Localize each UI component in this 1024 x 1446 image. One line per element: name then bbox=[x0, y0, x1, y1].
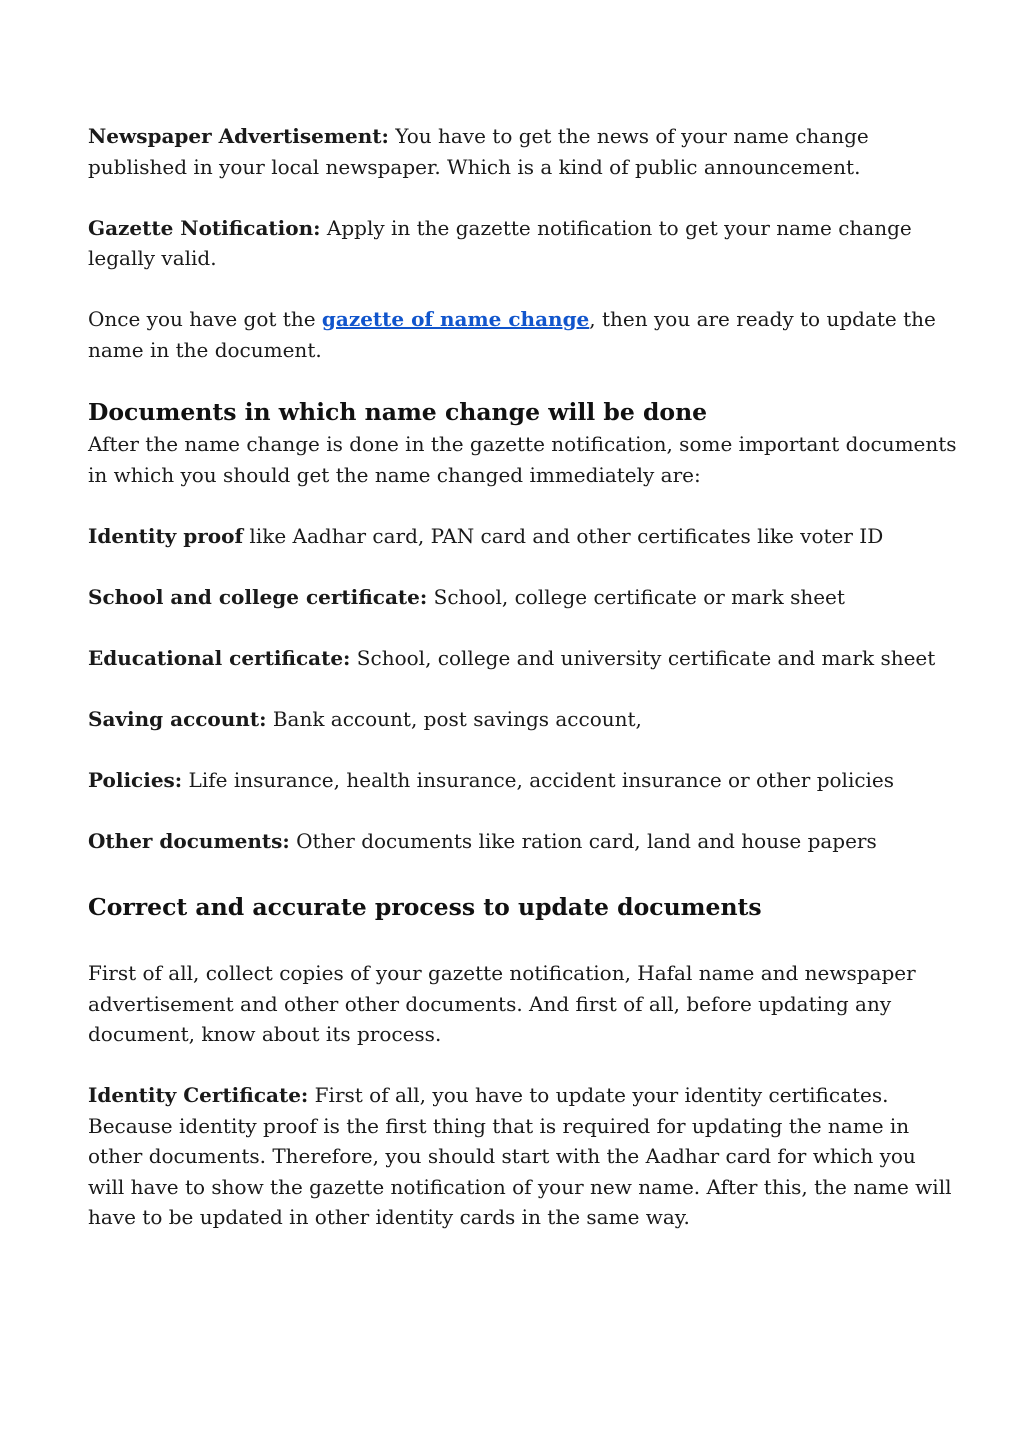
document-item-identity-proof bbox=[88, 521, 958, 552]
gazette-link-after: , then you are ready to update the name in the document. bbox=[88, 307, 936, 362]
document-item-saving-account bbox=[88, 704, 958, 735]
gazette-notification-text: Apply in the gazette notification to get your name change legally valid. bbox=[88, 215, 912, 270]
section-documents-intro: After the name change is done in the gazette notification, some important documents in which you should get the name changed immediately are: bbox=[88, 432, 957, 487]
newspaper-advertisement-text: You have to get the news of your name change published in your local newspaper. Which is a kind of public announcement. bbox=[88, 124, 869, 179]
document-item-educational bbox=[88, 643, 958, 674]
document-item-text: like Aadhar card, PAN card and other certificates like voter ID bbox=[243, 523, 884, 548]
gazette-notification-paragraph bbox=[88, 213, 958, 274]
newspaper-advertisement-paragraph bbox=[88, 121, 958, 182]
document-item-label: Policies: bbox=[88, 767, 183, 792]
document-item-policies bbox=[88, 765, 958, 796]
section-process-intro: First of all, collect copies of your gazette notification, Hafal name and newspaper advertisement and other other documents. And first of all, before updating any document, know about its process. bbox=[88, 961, 916, 1046]
document-item-text: Bank account, post savings account, bbox=[266, 706, 642, 731]
document-item-text: School, college and university certificate and mark sheet bbox=[350, 645, 936, 670]
identity-certificate-paragraph bbox=[88, 1080, 958, 1233]
identity-certificate-label: Identity Certificate: bbox=[88, 1083, 309, 1107]
gazette-notification-label: Gazette Notification: bbox=[88, 215, 321, 240]
newspaper-advertisement-label: Newspaper Advertisement: bbox=[88, 124, 389, 148]
document-item-text: School, college certificate or mark sheet bbox=[427, 584, 845, 609]
gazette-of-name-change-link[interactable]: gazette of name change bbox=[321, 307, 590, 331]
document-item-text: Other documents like ration card, land and house papers bbox=[289, 828, 877, 853]
document-page bbox=[88, 121, 958, 1233]
document-item-school-college bbox=[88, 582, 958, 613]
document-item-label: Educational certificate: bbox=[88, 645, 351, 670]
document-item-label: Other documents: bbox=[88, 828, 290, 853]
document-item-label: School and college certificate: bbox=[88, 584, 428, 609]
gazette-link-paragraph bbox=[88, 304, 958, 365]
gazette-link-before: Once you have got the bbox=[88, 307, 322, 331]
document-item-text: Life insurance, health insurance, accident insurance or other policies bbox=[182, 767, 895, 792]
identity-certificate-text: First of all, you have to update your identity certificates. Because identity proof is the first thing that is required for updating the name in other documents. Therefore, you should start with the Aadhar card for which you will have to show the gazette notification of your new name. After this, the name will have to be updated in other identity cards in the same way. bbox=[88, 1083, 952, 1229]
section-heading-process: Correct and accurate process to update documents bbox=[88, 893, 762, 921]
document-item-label: Identity proof bbox=[88, 523, 244, 548]
document-item-label: Saving account: bbox=[88, 706, 267, 731]
document-item-other-documents bbox=[88, 826, 958, 857]
section-heading-documents: Documents in which name change will be done bbox=[88, 398, 708, 426]
